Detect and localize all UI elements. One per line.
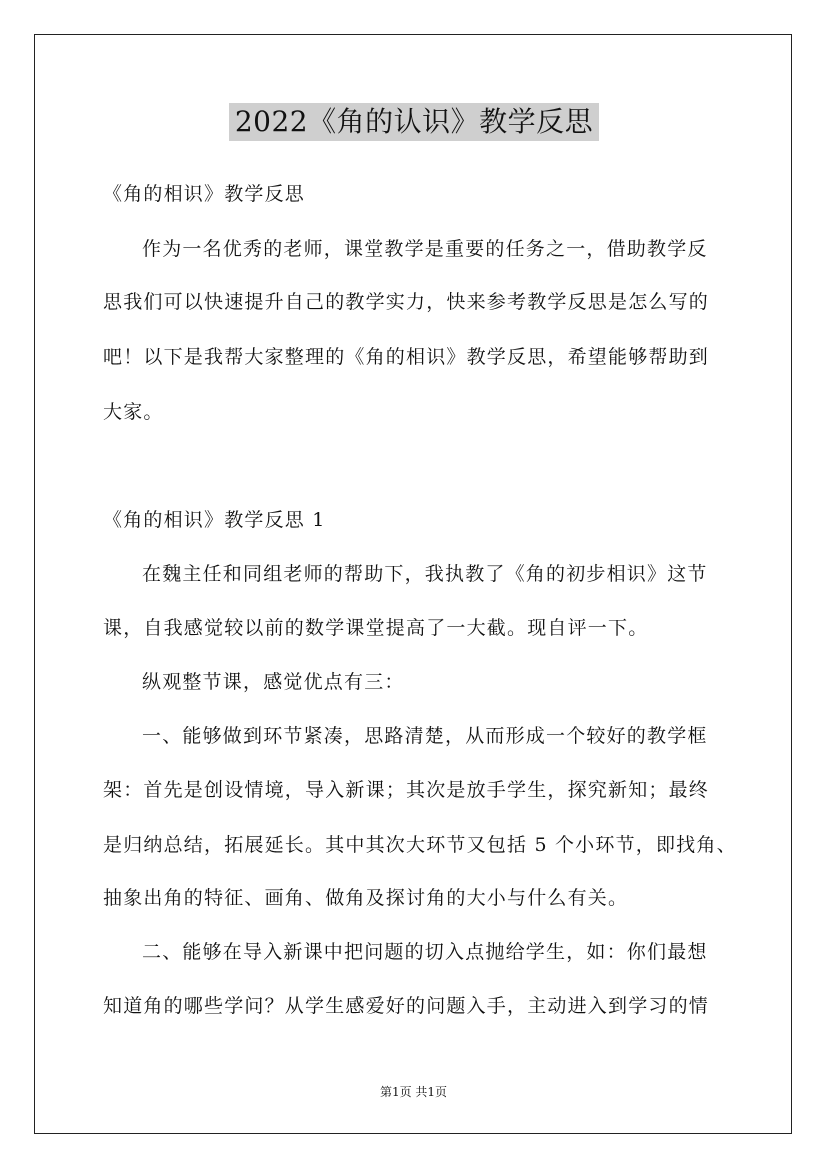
section-heading: 《角的相识》教学反思 <box>103 183 306 205</box>
page-footer: 第1页 共1页 <box>379 1085 448 1099</box>
paragraph-line: 抽象出角的特征、画角、做角及探讨角的大小与什么有关。 <box>103 887 629 909</box>
paragraph-line: 作为一名优秀的老师，课堂教学是重要的任务之一，借助教学反 <box>142 238 708 260</box>
paragraph-line: 纵观整节课，感觉优点有三： <box>142 671 405 693</box>
paragraph-line: 思我们可以快速提升自己的教学实力，快来参考教学反思是怎么写的 <box>103 291 710 313</box>
section-heading: 《角的相识》教学反思 1 <box>103 509 326 531</box>
paragraph-line: 知道角的哪些学问？从学生感爱好的问题入手，主动进入到学习的情 <box>103 995 710 1017</box>
paragraph-line: 是归纳总结，拓展延长。其中其次大环节又包括 5 个小环节，即找角、 <box>103 834 737 856</box>
paragraph-line: 一、能够做到环节紧凑，思路清楚，从而形成一个较好的教学框 <box>142 725 708 747</box>
paragraph-line: 二、能够在导入新课中把问题的切入点抛给学生，如：你们最想 <box>142 941 708 963</box>
paragraph-line: 大家。 <box>103 401 164 423</box>
paragraph-line: 吧！以下是我帮大家整理的《角的相识》教学反思，希望能够帮助到 <box>103 346 710 368</box>
paragraph-line: 架：首先是创设情境，导入新课；其次是放手学生，探究新知；最终 <box>103 779 710 801</box>
document-title: 2022《角的认识》教学反思 <box>229 103 599 141</box>
paragraph-line: 课，自我感觉较以前的数学课堂提高了一大截。现自评一下。 <box>103 617 649 639</box>
paragraph-line: 在魏主任和同组老师的帮助下，我执教了《角的初步相识》这节 <box>142 563 708 585</box>
